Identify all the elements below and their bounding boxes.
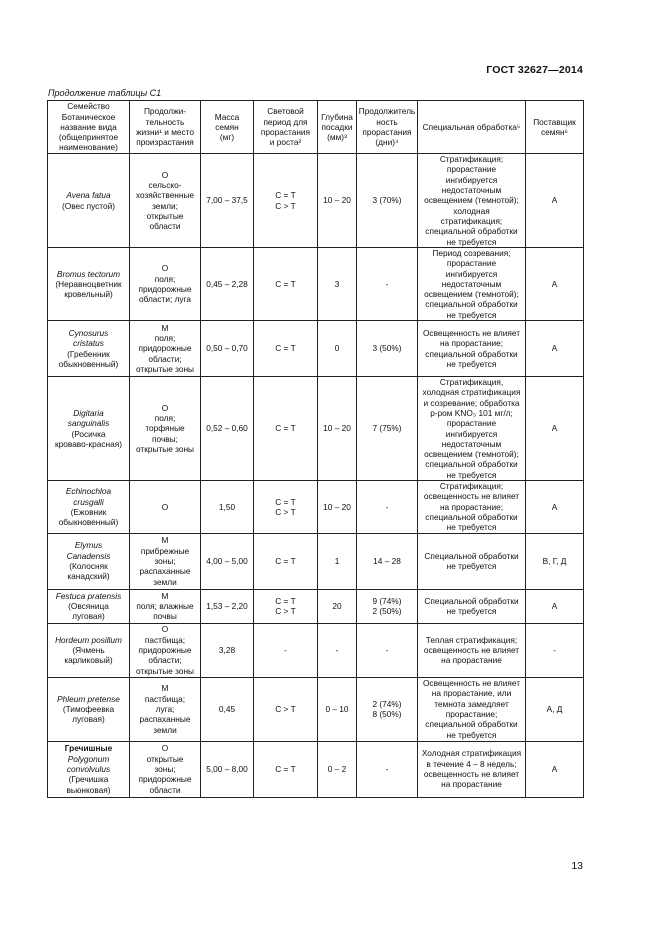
supplier-cell: А <box>526 589 584 623</box>
depth-cell: 10 – 20 <box>318 377 357 481</box>
mass-cell: 5,00 – 8,00 <box>201 741 254 797</box>
duration-cell: 3 (70%) <box>357 154 418 248</box>
species-cell <box>48 741 130 797</box>
table-row <box>48 677 584 741</box>
lifespan-cell: О открытые зоны; придорожные области <box>130 741 201 797</box>
table-row <box>48 623 584 677</box>
lifespan-cell: М поля; влажные почвы <box>130 589 201 623</box>
depth-cell: 1 <box>318 533 357 589</box>
light-period-cell: С = Т <box>254 248 318 321</box>
supplier-cell: В, Г, Д <box>526 533 584 589</box>
light-period-cell: С > Т <box>254 677 318 741</box>
common-name: (Ячмень карликовый) <box>64 644 113 666</box>
latin-name: Elymus Canadensis <box>66 540 111 561</box>
depth-cell: 3 <box>318 248 357 321</box>
common-name: (Росичка кроваво-красная) <box>55 428 122 449</box>
treatment-cell: Освещенность не влияет на прорастание; специальной обработки не требуется <box>418 321 526 377</box>
col-header-lifespan: Продолжи- тельность жизни¹ и место произрастания <box>130 101 201 154</box>
document-code: ГОСТ 32627—2014 <box>486 64 583 76</box>
common-name: (Ежовник обыкновенный) <box>58 506 119 528</box>
species-cell <box>48 154 130 248</box>
treatment-cell: Освещенность не влияет на прорастание, или темнота замедляет прорастание; специальной обработки не требуется <box>418 677 526 741</box>
duration-cell: 14 – 28 <box>357 533 418 589</box>
table-header-row <box>48 101 584 154</box>
supplier-cell: А <box>526 377 584 481</box>
common-name: (Овсяница луговая) <box>68 600 109 622</box>
col-header-supplier: Поставщик семян⁶ <box>526 101 584 154</box>
mass-cell: 1,50 <box>201 481 254 533</box>
latin-name: Hordeum posillum <box>55 634 122 645</box>
latin-name: Echinochloa crusgalli <box>65 486 112 507</box>
supplier-cell: А <box>526 481 584 533</box>
light-period-cell: С = Т С > Т <box>254 154 318 248</box>
common-name: (Гречишка вьюнковая) <box>66 774 111 795</box>
species-cell <box>48 481 130 533</box>
depth-cell: 10 – 20 <box>318 154 357 248</box>
depth-cell: 0 <box>318 321 357 377</box>
supplier-cell: А <box>526 321 584 377</box>
supplier-cell: А <box>526 154 584 248</box>
supplier-cell: А <box>526 741 584 797</box>
duration-cell: 3 (50%) <box>357 321 418 377</box>
depth-cell: 10 – 20 <box>318 481 357 533</box>
latin-name: Avena fatua <box>66 190 111 201</box>
supplier-cell: - <box>526 623 584 677</box>
latin-name: Digitaria sanguinalis <box>67 407 110 429</box>
treatment-cell: Период созревания; прорастание ингибируется недостаточным освещением (темнотой); специальной обработки не требуется <box>418 248 526 321</box>
latin-name: Cynosurus cristatus <box>68 327 109 349</box>
treatment-cell: Специальной обработки не требуется <box>418 533 526 589</box>
depth-cell: 20 <box>318 589 357 623</box>
col-header-light: Световой период для прорастания и роста² <box>254 101 318 154</box>
col-header-depth: Глубина посадки (мм)³ <box>318 101 357 154</box>
lifespan-cell: О <box>130 481 201 533</box>
common-name: (Неравноцветник кровельный) <box>55 278 122 300</box>
lifespan-cell: О поля; придорожные области; луга <box>130 248 201 321</box>
table-row <box>48 481 584 533</box>
table-row <box>48 533 584 589</box>
col-header-duration: Продолжитель ность прорастания (дни)⁴ <box>357 101 418 154</box>
lifespan-cell: М пастбища; луга; распаханные земли <box>130 677 201 741</box>
duration-cell: - <box>357 248 418 321</box>
depth-cell: - <box>318 623 357 677</box>
duration-cell: - <box>357 481 418 533</box>
mass-cell: 0,50 – 0,70 <box>201 321 254 377</box>
common-name: (Тимофеевка луговая) <box>62 703 115 725</box>
col-header-mass: Масса семян (мг) <box>201 101 254 154</box>
mass-cell: 1,53 – 2,20 <box>201 589 254 623</box>
light-period-cell: - <box>254 623 318 677</box>
lifespan-cell: М поля; придорожные области; открытые зоны <box>130 321 201 377</box>
mass-cell: 0,52 – 0,60 <box>201 377 254 481</box>
common-name: (Колосняк канадский) <box>67 561 110 582</box>
duration-cell: 9 (74%) 2 (50%) <box>357 589 418 623</box>
light-period-cell: С = Т <box>254 321 318 377</box>
treatment-cell: Стратификация; прорастание ингибируется недостаточным освещением (темнотой); холодная стратификация; специальной обработки не требуется <box>418 154 526 248</box>
species-cell <box>48 677 130 741</box>
mass-cell: 0,45 <box>201 677 254 741</box>
table-row <box>48 154 584 248</box>
family-name: Гречишные <box>64 743 113 754</box>
latin-name: Polygonum convolvulus <box>66 753 111 774</box>
treatment-cell: Специальной обработки не требуется <box>418 589 526 623</box>
table-row <box>48 248 584 321</box>
latin-name: Bromus tectorum <box>56 268 121 279</box>
species-cell <box>48 589 130 623</box>
treatment-cell: Теплая стратификация; освещенность не влияет на прорастание <box>418 623 526 677</box>
treatment-cell: Холодная стратификация в течение 4 – 8 недель; освещенность не влияет на прорастание <box>418 741 526 797</box>
species-cell <box>48 321 130 377</box>
treatment-cell: Стратификация, холодная стратификация и созревание; обработка р-ром KNO₃ 101 мг/л; прорастание ингибируется недостаточным освещением (темнотой); специальной обработки не требуется <box>418 377 526 481</box>
mass-cell: 4,00 – 5,00 <box>201 533 254 589</box>
mass-cell: 3,28 <box>201 623 254 677</box>
light-period-cell: С = Т С > Т <box>254 589 318 623</box>
mass-cell: 0,45 – 2,28 <box>201 248 254 321</box>
latin-name: Festuca pratensis <box>55 590 122 601</box>
supplier-cell: А <box>526 248 584 321</box>
table-row <box>48 589 584 623</box>
species-cell <box>48 248 130 321</box>
light-period-cell: С = Т <box>254 741 318 797</box>
lifespan-cell: О сельско- хозяйственные земли; открытые области <box>130 154 201 248</box>
depth-cell: 0 – 10 <box>318 677 357 741</box>
duration-cell: 7 (75%) <box>357 377 418 481</box>
lifespan-cell: О поля; торфяные почвы; открытые зоны <box>130 377 201 481</box>
col-header-treatment: Специальная обработка⁵ <box>418 101 526 154</box>
mass-cell: 7,00 – 37,5 <box>201 154 254 248</box>
col-header-species: Семейство Ботаническое название вида (общепринятое наименование) <box>48 101 130 154</box>
lifespan-cell: О пастбища; придорожные области; открытые зоны <box>130 623 201 677</box>
species-cell <box>48 533 130 589</box>
species-cell <box>48 623 130 677</box>
duration-cell: 2 (74%) 8 (50%) <box>357 677 418 741</box>
common-name: (Овес пустой) <box>61 200 115 211</box>
light-period-cell: С = Т <box>254 377 318 481</box>
table-row <box>48 741 584 797</box>
table-row <box>48 377 584 481</box>
light-period-cell: С = Т <box>254 533 318 589</box>
depth-cell: 0 – 2 <box>318 741 357 797</box>
seed-table <box>47 100 584 798</box>
supplier-cell: А, Д <box>526 677 584 741</box>
duration-cell: - <box>357 741 418 797</box>
treatment-cell: Стратификация; освещенность не влияет на прорастание; специальной обработки не требуется <box>418 481 526 533</box>
species-cell <box>48 377 130 481</box>
latin-name: Phleum pretense <box>57 693 120 704</box>
common-name: (Гребенник обыкновенный) <box>58 348 119 369</box>
table-caption: Продолжение таблицы С1 <box>48 88 162 98</box>
lifespan-cell: М прибрежные зоны; распаханные земли <box>130 533 201 589</box>
duration-cell: - <box>357 623 418 677</box>
table-row <box>48 321 584 377</box>
page-number: 13 <box>571 860 583 872</box>
light-period-cell: С = Т С > Т <box>254 481 318 533</box>
